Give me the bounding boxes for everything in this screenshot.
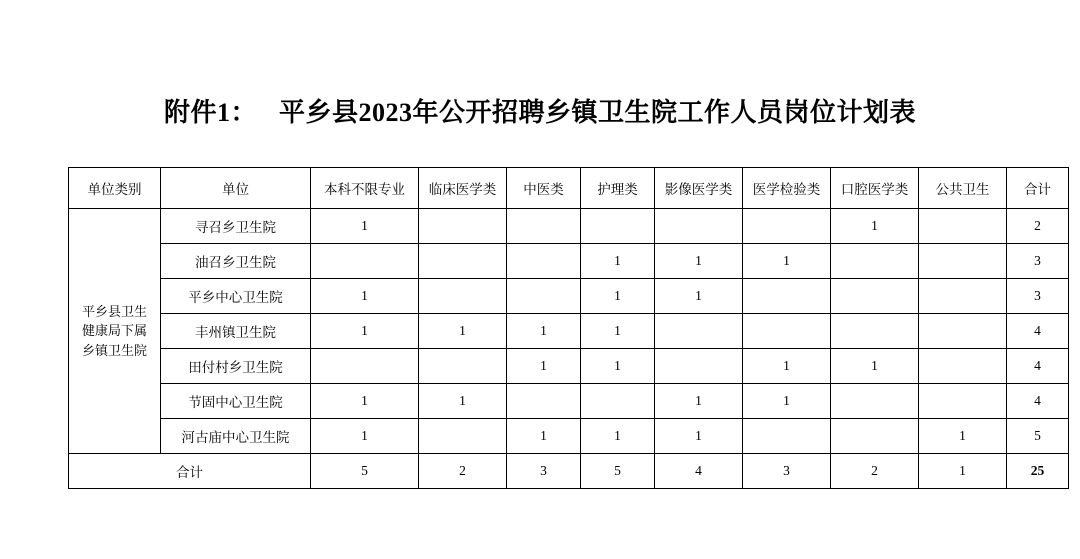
table-header-row <box>69 168 1069 209</box>
cell-clinical <box>419 244 507 279</box>
cell-imaging: 1 <box>655 244 743 279</box>
cell-lab: 1 <box>743 244 831 279</box>
cell-clinical <box>419 209 507 244</box>
cell-row-total: 3 <box>1007 244 1069 279</box>
cell-nursing <box>581 384 655 419</box>
cell-imaging: 1 <box>655 419 743 454</box>
cell-dental <box>831 314 919 349</box>
unit-name: 节固中心卫生院 <box>161 384 311 419</box>
cell-public-health: 1 <box>919 419 1007 454</box>
table-row <box>69 244 1069 279</box>
cell-dental: 1 <box>831 349 919 384</box>
cell-bachelor-any: 1 <box>311 384 419 419</box>
cell-lab <box>743 314 831 349</box>
cell-bachelor-any <box>311 349 419 384</box>
cell-nursing: 1 <box>581 349 655 384</box>
summary-dental: 2 <box>831 454 919 489</box>
summary-imaging: 4 <box>655 454 743 489</box>
cell-row-total: 4 <box>1007 349 1069 384</box>
cell-nursing: 1 <box>581 279 655 314</box>
cell-imaging: 1 <box>655 384 743 419</box>
cell-row-total: 2 <box>1007 209 1069 244</box>
table-row <box>69 279 1069 314</box>
cell-tcm: 1 <box>507 349 581 384</box>
table-header-cell-nursing: 护理类 <box>581 168 655 209</box>
cell-lab: 1 <box>743 349 831 384</box>
table-header-cell-tcm: 中医类 <box>507 168 581 209</box>
cell-imaging <box>655 349 743 384</box>
cell-dental <box>831 384 919 419</box>
table-summary-row <box>69 454 1069 489</box>
unit-name: 寻召乡卫生院 <box>161 209 311 244</box>
table-header <box>69 168 1069 209</box>
plan-table-container <box>68 167 1051 489</box>
cell-public-health <box>919 244 1007 279</box>
cell-lab <box>743 209 831 244</box>
unit-name: 平乡中心卫生院 <box>161 279 311 314</box>
cell-nursing: 1 <box>581 419 655 454</box>
summary-nursing: 5 <box>581 454 655 489</box>
summary-lab: 3 <box>743 454 831 489</box>
cell-clinical <box>419 349 507 384</box>
table-header-cell-imaging: 影像医学类 <box>655 168 743 209</box>
recruitment-plan-table <box>68 167 1069 489</box>
cell-clinical <box>419 419 507 454</box>
category-line-3: 乡镇卫生院 <box>81 342 147 358</box>
unit-name: 河古庙中心卫生院 <box>161 419 311 454</box>
cell-public-health <box>919 314 1007 349</box>
cell-row-total: 4 <box>1007 314 1069 349</box>
cell-clinical: 1 <box>419 314 507 349</box>
table-row <box>69 209 1069 244</box>
table-header-cell-unit: 单位 <box>161 168 311 209</box>
cell-tcm: 1 <box>507 314 581 349</box>
cell-public-health <box>919 279 1007 314</box>
table-header-cell-category: 单位类别 <box>69 168 161 209</box>
cell-tcm <box>507 244 581 279</box>
cell-tcm <box>507 279 581 314</box>
page-title-main: 平乡县2023年公开招聘乡镇卫生院工作人员岗位计划表 <box>279 98 917 127</box>
cell-row-total: 3 <box>1007 279 1069 314</box>
table-header-cell-lab: 医学检验类 <box>743 168 831 209</box>
cell-clinical <box>419 279 507 314</box>
cell-public-health <box>919 209 1007 244</box>
summary-bachelor-any: 5 <box>311 454 419 489</box>
cell-dental: 1 <box>831 209 919 244</box>
cell-lab <box>743 419 831 454</box>
summary-grand-total: 25 <box>1007 454 1069 489</box>
category-cell <box>69 209 161 454</box>
cell-tcm <box>507 209 581 244</box>
cell-public-health <box>919 384 1007 419</box>
cell-imaging <box>655 314 743 349</box>
cell-tcm <box>507 384 581 419</box>
cell-dental <box>831 419 919 454</box>
table-row <box>69 349 1069 384</box>
cell-bachelor-any: 1 <box>311 314 419 349</box>
table-header-cell-clinical: 临床医学类 <box>419 168 507 209</box>
page-title-prefix: 附件1： <box>163 98 257 127</box>
page-title <box>0 92 1080 129</box>
unit-name: 丰州镇卫生院 <box>161 314 311 349</box>
summary-clinical: 2 <box>419 454 507 489</box>
summary-label: 合计 <box>69 454 311 489</box>
table-header-cell-dental: 口腔医学类 <box>831 168 919 209</box>
cell-row-total: 4 <box>1007 384 1069 419</box>
cell-public-health <box>919 349 1007 384</box>
cell-bachelor-any <box>311 244 419 279</box>
cell-lab <box>743 279 831 314</box>
cell-bachelor-any: 1 <box>311 209 419 244</box>
table-row <box>69 314 1069 349</box>
cell-row-total: 5 <box>1007 419 1069 454</box>
unit-name: 油召乡卫生院 <box>161 244 311 279</box>
table-row <box>69 384 1069 419</box>
cell-clinical: 1 <box>419 384 507 419</box>
table-header-cell-total: 合计 <box>1007 168 1069 209</box>
table-header-cell-public-health: 公共卫生 <box>919 168 1007 209</box>
cell-tcm: 1 <box>507 419 581 454</box>
cell-nursing: 1 <box>581 314 655 349</box>
cell-dental <box>831 279 919 314</box>
summary-tcm: 3 <box>507 454 581 489</box>
category-line-1: 平乡县卫生 <box>81 303 147 319</box>
cell-imaging <box>655 209 743 244</box>
table-row <box>69 419 1069 454</box>
cell-dental <box>831 244 919 279</box>
category-line-2: 健康局下属 <box>81 323 147 339</box>
cell-imaging: 1 <box>655 279 743 314</box>
cell-nursing <box>581 209 655 244</box>
cell-bachelor-any: 1 <box>311 279 419 314</box>
cell-nursing: 1 <box>581 244 655 279</box>
cell-bachelor-any: 1 <box>311 419 419 454</box>
summary-public-health: 1 <box>919 454 1007 489</box>
table-header-cell-bachelor-any: 本科不限专业 <box>311 168 419 209</box>
cell-lab: 1 <box>743 384 831 419</box>
unit-name: 田付村乡卫生院 <box>161 349 311 384</box>
table-body <box>69 209 1069 489</box>
